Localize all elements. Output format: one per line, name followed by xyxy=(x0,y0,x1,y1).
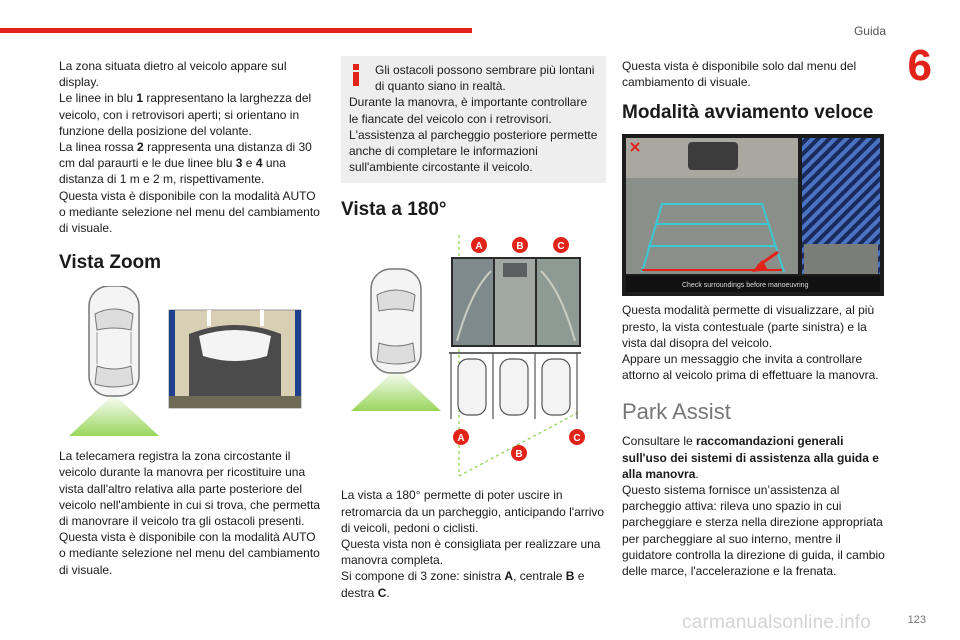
svg-text:B: B xyxy=(515,449,523,461)
svg-text:B: B xyxy=(516,241,524,253)
para-quick-start-message: Appare un messaggio che invita a controllare attorno al veicolo prima di effettuare la manovra. xyxy=(622,352,879,383)
para-menu-only: Questa vista è disponibile solo dal menu del cambiamento di visuale. xyxy=(622,59,857,90)
section-label: Guida xyxy=(853,24,886,38)
badge-a-top xyxy=(471,237,487,253)
car-top-icon-180 xyxy=(371,269,421,373)
para-display: La zona situata dietro al veicolo appare sul display. xyxy=(59,59,287,90)
svg-text:A: A xyxy=(457,433,465,445)
badge-c-top xyxy=(553,237,569,253)
quick-start-screen xyxy=(622,134,884,296)
badge-b-top xyxy=(512,237,528,253)
para-zoom-camera: La telecamera registra la zona circostante il veicolo durante la manovra per ricostituire una vista dall'altro relativa alla parte posteriore del veicolo nell'ambiente in cui si trova, che permetta di manovrare il veicolo tra gli ostacoli presenti. xyxy=(59,449,321,529)
heading-180-view: Vista a 180° xyxy=(341,199,447,221)
watermark: carmanualsonline.info xyxy=(682,612,872,633)
chapter-number: 6 xyxy=(907,41,932,90)
header-red-bar xyxy=(0,28,472,33)
heading-quick-start: Modalità avviamento veloce xyxy=(622,102,874,124)
info-park-assist: L'assistenza al parcheggio posteriore permette anche di completare le informazioni sull'ambiente circostante il veicolo. xyxy=(349,127,598,175)
para-quick-start-desc: Questa modalità permette di visualizzare, al più presto, la vista contestuale (parte sinistra) e la vista dal disopra del veicolo. xyxy=(622,303,875,350)
para-park-consult: Consultare le raccomandazioni generali sull'uso dei sistemi di assistenza alla guida e alla manovra. xyxy=(622,434,879,481)
para-180-zones: Si compone di 3 zone: sinistra A, centrale B e destra C. xyxy=(341,569,585,600)
info-icon xyxy=(351,64,361,86)
page-number: 123 xyxy=(907,614,926,626)
badge-b-bottom xyxy=(511,445,527,461)
heading-zoom-view: Vista Zoom xyxy=(59,252,162,274)
parking-row xyxy=(449,353,581,419)
heading-park-assist: Park Assist xyxy=(622,399,731,425)
zoom-view-illustration xyxy=(59,286,324,436)
svg-text:C: C xyxy=(573,433,581,445)
para-red-line: La linea rossa 2 rappresenta una distanza di 30 cm dal paraurti e le due linee blu 3 e 4 una distanza di 1 m e 2 m, rispettivamente. xyxy=(59,140,312,187)
column-2 xyxy=(341,56,606,601)
para-blue-lines: Le linee in blu 1 rappresentano la larghezza del veicolo, con i retrovisori aperti; si orientano in funzione della posizione del volante. xyxy=(59,91,312,138)
car-top-icon xyxy=(89,286,139,396)
camera-180-screen xyxy=(451,257,581,347)
info-mirrors: Durante la manovra, è importante controllare le fiancate del veicolo con i retrovisori. xyxy=(349,95,588,126)
screen-message: Check surroundings before manoeuvring xyxy=(682,282,809,290)
zoom-camera-screen xyxy=(169,310,301,408)
view-180-illustration xyxy=(341,231,606,481)
info-obstacles: Gli ostacoli possono sembrare più lontani di quanto siano in realtà. xyxy=(375,63,595,94)
para-180-not-recommended: Questa vista non è consigliata per realizzare una manovra completa. xyxy=(341,537,601,568)
para-zoom-auto: Questa vista è disponibile con la modalità AUTO o mediante selezione nel menu del cambiamento di visuale. xyxy=(59,530,320,577)
para-auto-mode: Questa vista è disponibile con la modalità AUTO o mediante selezione nel menu del cambiamento di visuale. xyxy=(59,188,320,236)
para-park-desc: Questo sistema fornisce un’assistenza al parcheggio attiva: rileva uno spazio in cui parcheggiare e sterza nella direzione appropriata per parcheggiare al suo interno, mentre il guidatore controlla la direzione di guida, il cambio delle marce, l'accelerazione e la frenata. xyxy=(622,483,885,579)
para-180-exit: La vista a 180° permette di poter uscire in retromarcia da un parcheggio, anticipando l'arrivo di veicoli, pedoni o ciclisti. xyxy=(341,488,605,535)
badge-a-bottom xyxy=(453,429,469,445)
svg-text:A: A xyxy=(475,241,483,253)
svg-text:C: C xyxy=(557,241,565,253)
info-box xyxy=(341,56,606,183)
badge-c-bottom xyxy=(569,429,585,445)
column-3 xyxy=(622,58,887,579)
column-1 xyxy=(59,58,324,578)
